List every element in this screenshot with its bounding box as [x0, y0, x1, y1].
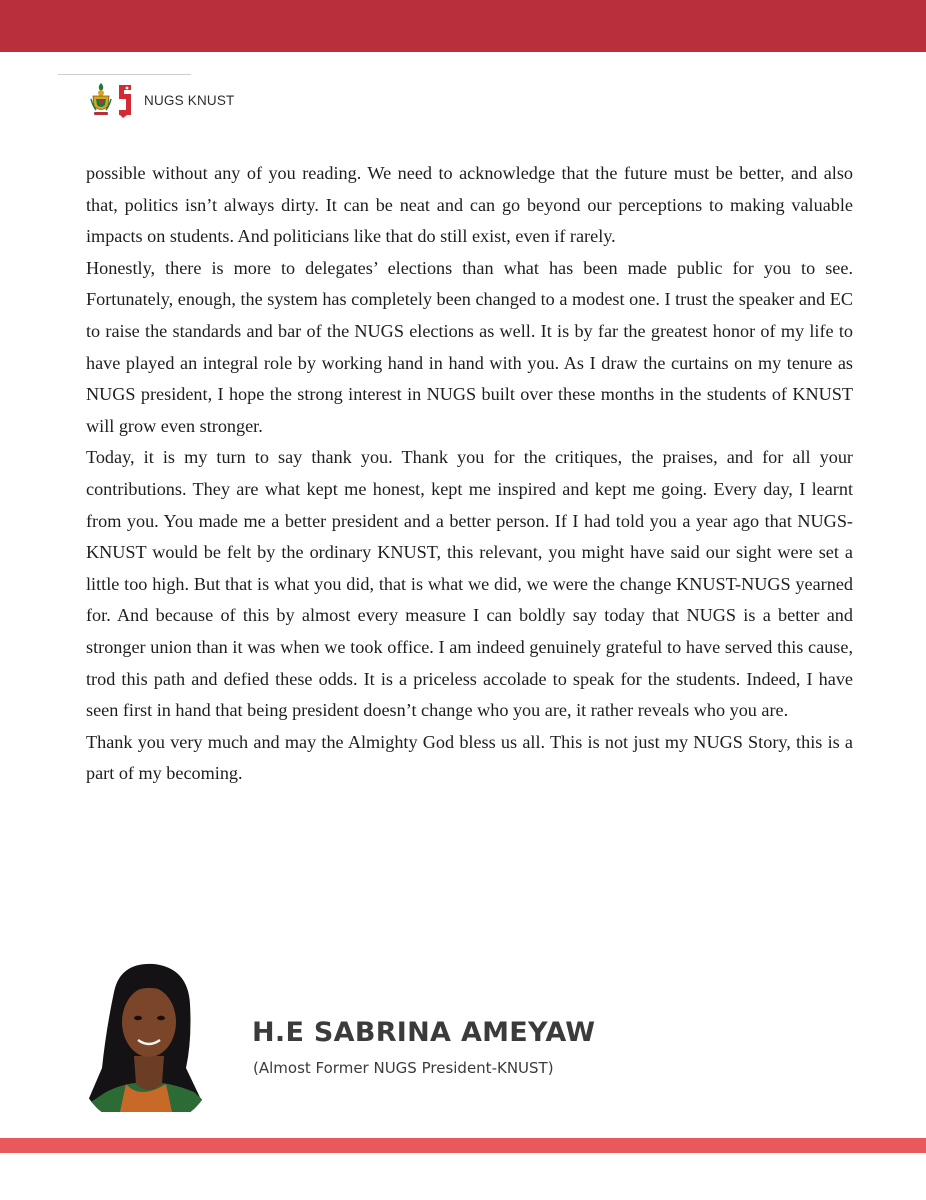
top-banner-bar [0, 0, 926, 52]
signatory-title: (Almost Former NUGS President-KNUST) [253, 1059, 554, 1077]
header-logos [90, 82, 135, 118]
knust-crest-logo [90, 82, 112, 118]
paragraph: Today, it is my turn to say thank you. Thank you for the critiques, the praises, and for all your contributions. They are what kept me honest, kept me inspired and kept me going. Every day, I learnt from you. You made me a better president and a better person. If I had told you a year ago that NUGS-KNUST would be felt by the ordinary KNUST, this relevant, you might have said our sight were set a little too high. But that is what you did, that is what we did, we were the change KNUST-NUGS yearned for. And because of this by almost every measure I can boldly say today that NUGS is a better and stronger union than it was when we took office. I am indeed genuinely grateful to have served this cause, trod this path and defied these odds. It is a priceless accolade to speak for the students. Indeed, I have seen first in hand that being president doesn’t change who you are, it rather reveals who you are. [86, 447, 853, 721]
bottom-banner-bar [0, 1138, 926, 1153]
signature-block [76, 960, 776, 1120]
signatory-name: H.E SABRINA AMEYAW [252, 1017, 596, 1048]
paragraph: possible without any of you reading. We need to acknowledge that the future must be better, and also that, politics isn’t always dirty. It can be neat and can go beyond our perceptions to making valuable impacts on students. And politicians like that do still exist, even if rarely. [86, 163, 853, 247]
letter-body [86, 158, 853, 790]
brand-name: NUGS KNUST [144, 92, 235, 108]
paragraph: Thank you very much and may the Almighty God bless us all. This is not just my NUGS Story, this is a part of my becoming. [86, 731, 853, 784]
paragraph: Honestly, there is more to delegates’ elections than what has been made public for you to see. Fortunately, enough, the system has completely been changed to a modest one. I trust the speaker and EC to raise the standards and bar of the NUGS elections as well. It is by far the greatest honor of my life to have played an integral role by working hand in hand with you. As I draw the curtains on my tenure as NUGS president, I hope the strong interest in NUGS built over these months in the students of KNUST will grow even stronger. [86, 257, 853, 436]
header-brand [90, 82, 235, 118]
nugs-logo [115, 82, 135, 118]
header-divider [58, 74, 191, 75]
portrait-photo [76, 960, 216, 1112]
